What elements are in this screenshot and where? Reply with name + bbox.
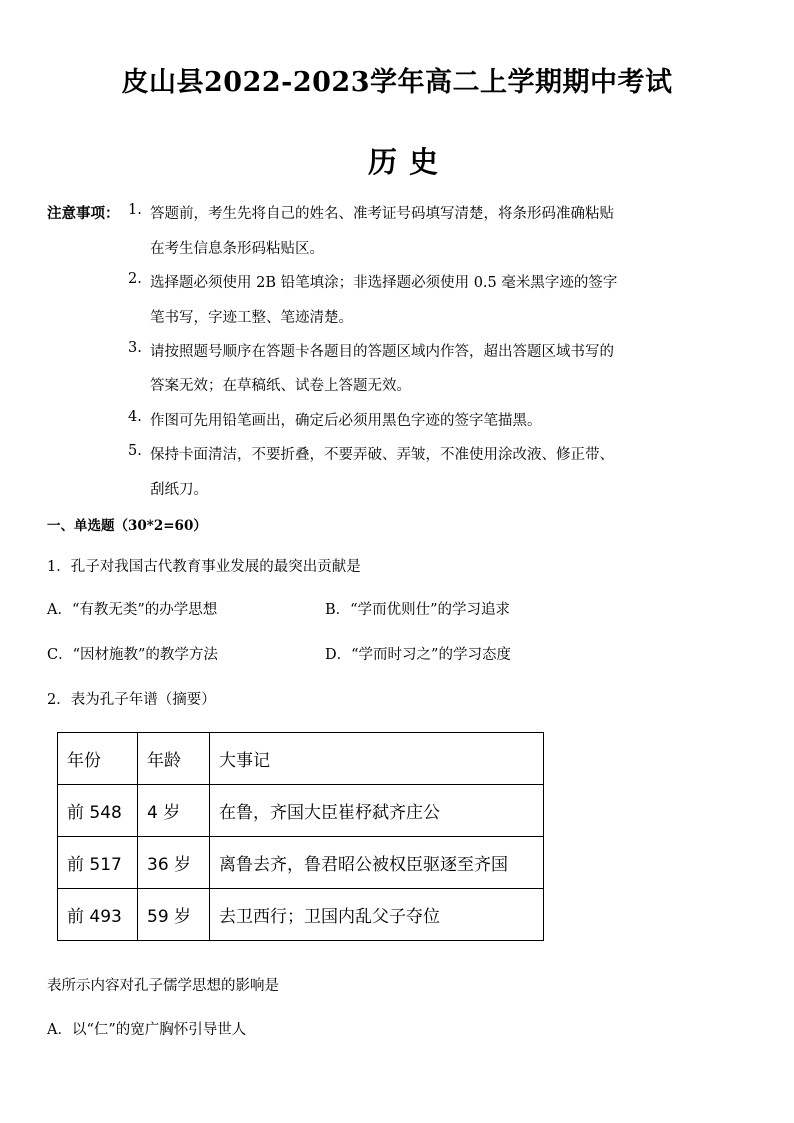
question-2-stem: 2．表为孔子年谱（摘要） bbox=[47, 692, 216, 708]
table-cell-event: 离鲁去齐，鲁君昭公被权臣驱逐至齐国 bbox=[210, 837, 544, 889]
subject-title: 历史 bbox=[367, 145, 450, 179]
table-cell-event: 在鲁，齐国大臣崔杼弑齐庄公 bbox=[210, 785, 544, 837]
question-1-option-b[interactable]: B．“学而优则仕”的学习追求 bbox=[325, 602, 510, 618]
table-cell-event: 去卫西行；卫国内乱父子夺位 bbox=[210, 889, 544, 941]
notice-item-2-line-1: 选择题必须使用 2B 铅笔填涂；非选择题必须使用 0.5 毫米黑字迹的签字 bbox=[150, 275, 618, 291]
table-cell-year: 前 517 bbox=[58, 837, 138, 889]
notice-item-2-line-2: 笔书写，字迹工整、笔迹清楚。 bbox=[150, 310, 353, 326]
confucius-chronology-table bbox=[57, 732, 544, 941]
table-cell-age: 36 岁 bbox=[138, 837, 210, 889]
table-cell-year: 前 548 bbox=[58, 785, 138, 837]
notice-item-5-line-1: 保持卡面清洁，不要折叠，不要弄破、弄皱，不准使用涂改液、修正带、 bbox=[150, 447, 614, 463]
section-heading-single-choice: 一、单选题（30*2=60） bbox=[47, 518, 207, 534]
table-cell-year: 前 493 bbox=[58, 889, 138, 941]
notice-item-4-number: 4. bbox=[128, 409, 142, 425]
table-header-row bbox=[58, 733, 544, 785]
notice-item-5-number: 5. bbox=[128, 443, 142, 459]
table-cell-age: 4 岁 bbox=[138, 785, 210, 837]
question-2-option-a[interactable]: A．以“仁”的宽广胸怀引导世人 bbox=[47, 1022, 247, 1038]
table-row bbox=[58, 837, 544, 889]
notice-item-1-line-1: 答题前，考生先将自己的姓名、准考证号码填写清楚，将条形码准确粘贴 bbox=[150, 206, 614, 222]
question-2-prompt: 表所示内容对孔子儒学思想的影响是 bbox=[47, 978, 279, 994]
notice-item-3-line-1: 请按照题号顺序在答题卡各题目的答题区域内作答，超出答题区域书写的 bbox=[150, 344, 614, 360]
table-cell-age: 59 岁 bbox=[138, 889, 210, 941]
notice-label: 注意事项： bbox=[47, 205, 120, 222]
table-header-year: 年份 bbox=[58, 733, 138, 785]
table-row bbox=[58, 785, 544, 837]
notice-item-1-line-2: 在考生信息条形码粘贴区。 bbox=[150, 241, 324, 257]
question-1-option-d[interactable]: D．“学而时习之”的学习态度 bbox=[325, 647, 511, 663]
notice-item-2-number: 2. bbox=[128, 271, 142, 287]
question-1-option-c[interactable]: C．“因材施教”的教学方法 bbox=[47, 647, 218, 663]
notice-item-3-number: 3. bbox=[128, 340, 142, 356]
notice-item-4-line-1: 作图可先用铅笔画出，确定后必须用黑色字迹的签字笔描黑。 bbox=[150, 413, 542, 429]
notice-item-1-number: 1. bbox=[128, 202, 142, 218]
table-header-events: 大事记 bbox=[210, 733, 544, 785]
exam-title: 皮山县2022-2023学年高二上学期期中考试 bbox=[121, 67, 673, 98]
notice-item-3-line-2: 答案无效；在草稿纸、试卷上答题无效。 bbox=[150, 378, 411, 394]
question-1-stem: 1．孔子对我国古代教育事业发展的最突出贡献是 bbox=[47, 559, 361, 575]
notice-item-5-line-2: 刮纸刀。 bbox=[150, 482, 208, 498]
table-header-age: 年龄 bbox=[138, 733, 210, 785]
table-row bbox=[58, 889, 544, 941]
question-1-option-a[interactable]: A．“有教无类”的办学思想 bbox=[47, 602, 218, 618]
